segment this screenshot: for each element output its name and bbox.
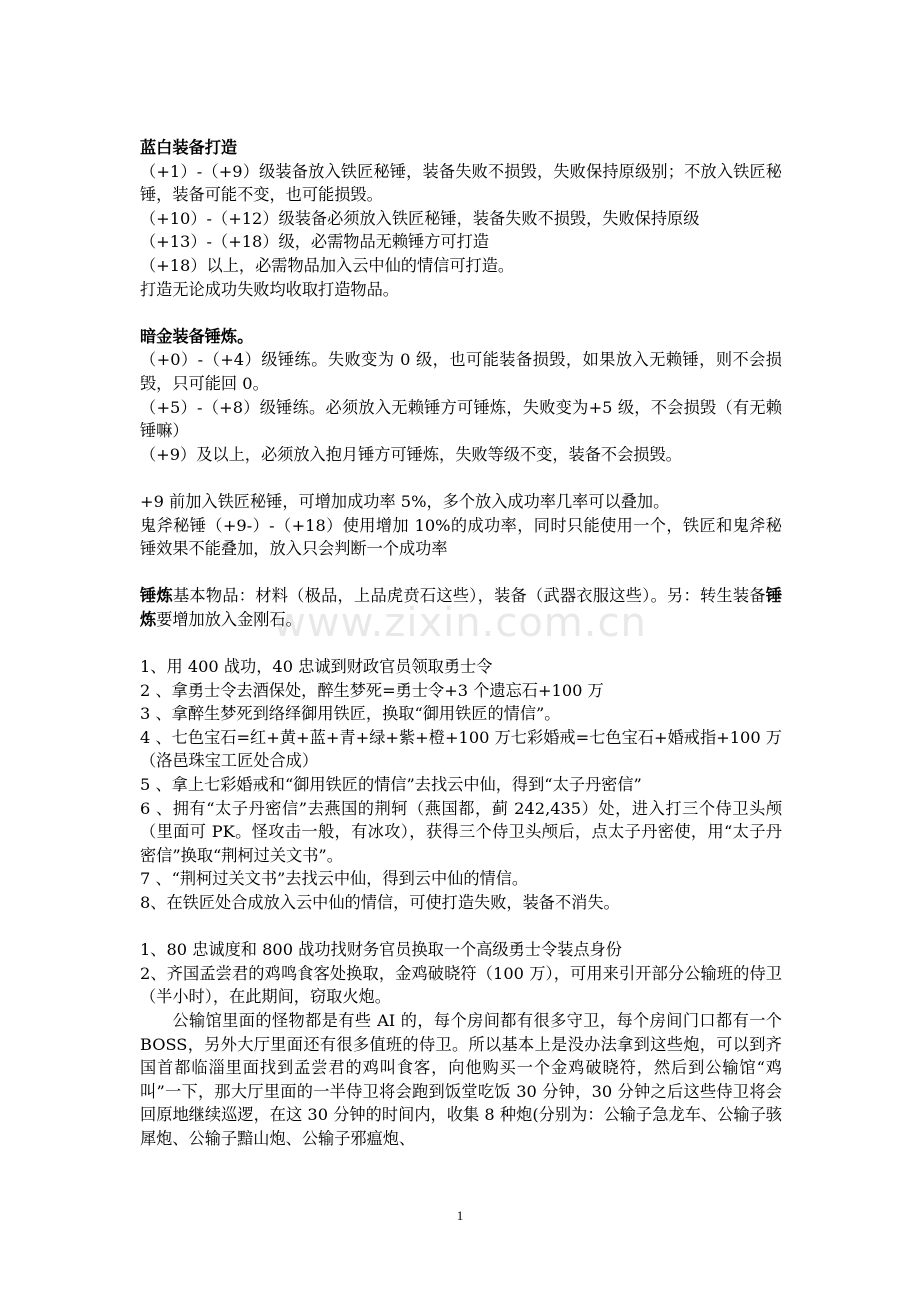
section-title-blue-white-forging: 蓝白装备打造 xyxy=(140,138,238,157)
text-span: 要增加放入金刚石。 xyxy=(156,609,302,629)
page-number: 1 xyxy=(456,1208,464,1223)
paragraph-line: （+9）及以上，必须放入抱月锤方可锤炼，失败等级不变，装备不会损毁。 xyxy=(140,444,682,464)
paragraph-line: （+1）-（+9）级装备放入铁匠秘锤，装备失败不损毁，失败保持原级别；不放入铁匠秘锤，装备可能不变，也可能损毁。 xyxy=(140,161,782,205)
paragraph-gongshu-hall: 公输馆里面的怪物都是有些 AI 的，每个房间都有很多守卫，每个房间门口都有一个 BOSS，另外大厅里面还有很多值班的侍卫。所以基本上是没办法拿到这些炮，可以到齐国首都临淄里面找到孟尝君的鸡叫食客，向他购买一个金鸡破晓符，然后到公输馆“鸡叫”一下，那大厅里面的一半侍卫将会跑到饭堂吃饭 30 分钟，30 分钟之后这些侍卫将会回原地继续巡逻，在这 30 分钟的时间内，收集 8 种炮(分别为：公输子急龙车、公输子骇犀炮、公输子黯山炮、公输子邪瘟炮、 xyxy=(140,1010,782,1148)
list-item: 3 、拿醉生梦死到络绎御用铁匠，换取“御用铁匠的情信”。 xyxy=(140,704,561,724)
paragraph-line: （+13）-（+18）级，必需物品无赖锤方可打造 xyxy=(140,232,489,252)
list-item: 7 、“荆柯过关文书”去找云中仙，得到云中仙的情信。 xyxy=(140,869,529,889)
blank-line xyxy=(140,915,782,939)
list-item: 5 、拿上七彩婚戒和“御用铁匠的情信”去找云中仙，得到“太子丹密信” xyxy=(140,775,642,795)
blank-line xyxy=(140,561,782,585)
paragraph-line: （+0）-（+4）级锤练。失败变为 0 级，也可能装备损毁，如果放入无赖锤，则不会损毁，只可能回 0。 xyxy=(140,350,782,393)
list-item: 2、齐国孟尝君的鸡鸣食客处换取，金鸡破晓符（100 万），可用来引开部分公输班的侍卫（半小时），在此期间，窃取火炮。 xyxy=(140,963,782,1007)
list-item: 8、在铁匠处合成放入云中仙的情信，可使打造失败，装备不消失。 xyxy=(140,893,620,912)
blank-line xyxy=(140,631,782,655)
text-span: 基本物品：材料（极品，上品虎贲石这些），装备（武器衣服这些）。另：转生装备 xyxy=(172,586,766,606)
paragraph-line: 打造无论成功失败均收取打造物品。 xyxy=(140,279,399,299)
blank-line xyxy=(140,301,782,325)
refining-basics-paragraph xyxy=(140,584,782,631)
list-item: 2 、拿勇士令去酒保处，醉生梦死=勇士令+3 个遗忘石+100 万 xyxy=(140,680,604,700)
bold-term: 锤炼 xyxy=(140,586,173,606)
watermark: www.zixin.com.cn xyxy=(273,600,647,646)
paragraph-line: （+10）-（+12）级装备必须放入铁匠秘锤，装备失败不损毁，失败保持原级 xyxy=(140,208,700,228)
bold-term: 锤炼 xyxy=(140,586,782,629)
document-body xyxy=(140,136,782,1151)
section-title-dark-gold-refining: 暗金装备锤炼。 xyxy=(140,326,254,346)
list-item: 4 、七色宝石=红+黄+蓝+青+绿+紫+橙+100 万七彩婚戒=七色宝石+婚戒指+100 万（洛邑珠宝工匠处合成） xyxy=(140,727,782,771)
paragraph-line: （+18）以上，必需物品加入云中仙的情信可打造。 xyxy=(140,255,515,275)
blank-line xyxy=(140,466,782,490)
paragraph-line: 鬼斧秘锤（+9-）-（+18）使用增加 10%的成功率，同时只能使用一个，铁匠和鬼斧秘锤效果不能叠加，放入只会判断一个成功率 xyxy=(140,515,782,559)
paragraph-line: （+5）-（+8）级锤练。必须放入无赖锤方可锤炼，失败变为+5 级，不会损毁（有无赖锤嘛） xyxy=(140,397,782,441)
list-item: 1、80 忠诚度和 800 战功找财务官员换取一个高级勇士令装点身份 xyxy=(140,940,622,960)
paragraph-line: +9 前加入铁匠秘锤，可增加成功率 5%，多个放入成功率几率可以叠加。 xyxy=(140,491,670,511)
list-item: 6 、拥有“太子丹密信”去燕国的荆轲（燕国都，蓟 242,435）处，进入打三个侍卫头颅（里面可 PK。怪攻击一般，有冰攻），获得三个侍卫头颅后，点太子丹密使，用“太子丹密信”换取“荆柯过关文书”。 xyxy=(140,798,782,865)
list-item: 1、用 400 战功，40 忠诚到财政官员领取勇士令 xyxy=(140,657,493,677)
